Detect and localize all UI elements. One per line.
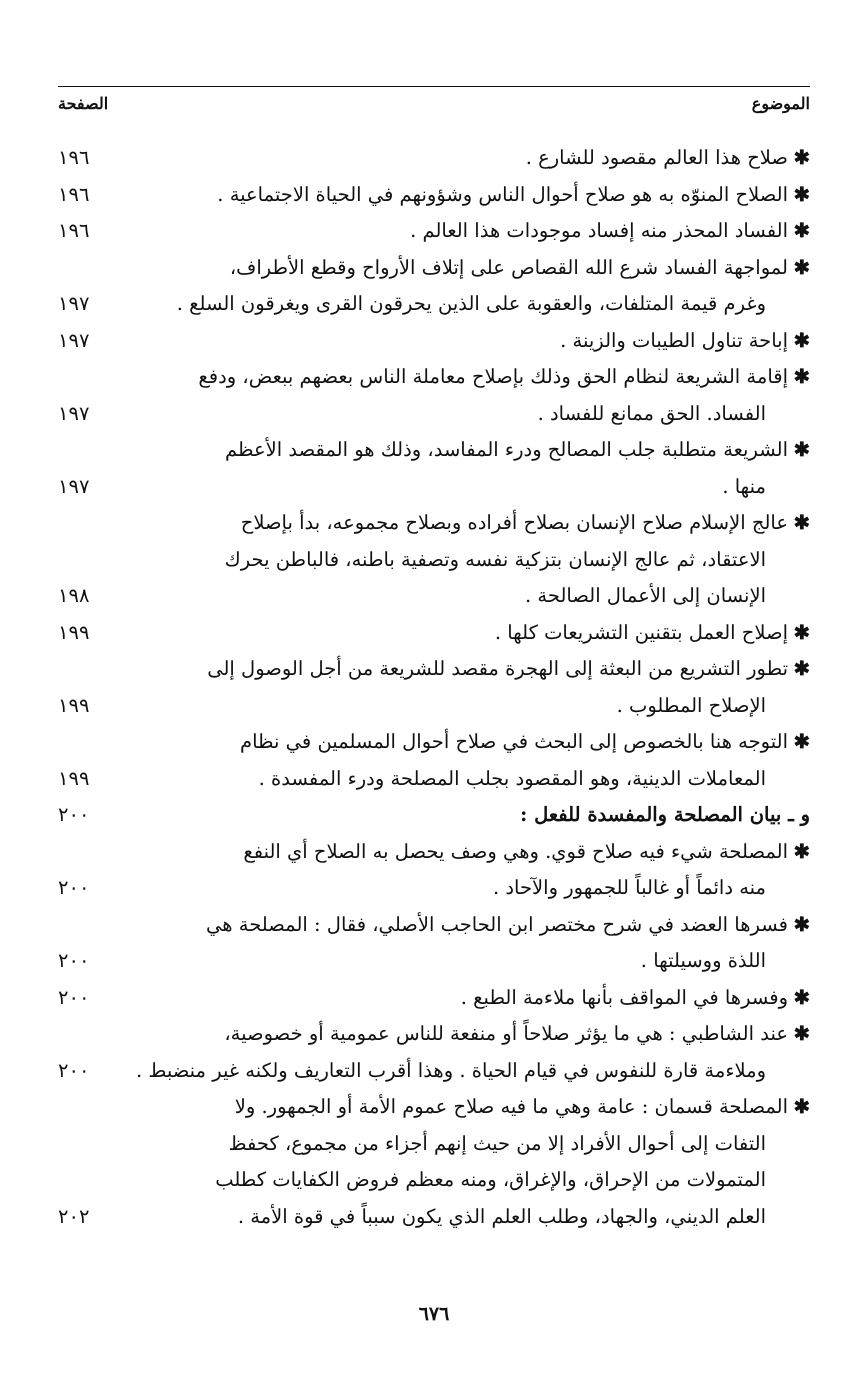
toc-entry-text: عند الشاطبي : هي ما يؤثر صلاحاً أو منفعة للناس عمومية أو خصوصية، — [224, 1022, 788, 1045]
asterisk-bullet-icon: ✱ — [793, 657, 810, 680]
toc-entry-page: ١٩٩ — [58, 693, 90, 717]
toc-entry-text: لمواجهة الفساد شرع الله القصاص على إتلاف الأرواح وقطع الأطراف، — [229, 255, 788, 279]
toc-entry-page: ٢٠٠ — [58, 949, 90, 972]
toc-entry-line — [0, 943, 868, 980]
toc-entry-page: ١٩٧ — [58, 328, 90, 352]
asterisk-bullet-icon: ✱ — [793, 146, 810, 169]
folio-page-number: ٦٧٦ — [418, 1303, 450, 1325]
toc-entry-line — [0, 177, 868, 214]
toc-entry-text: الشريعة متطلبة جلب المصالح ودرء المفاسد، وذلك هو المقصد الأعظم — [225, 438, 788, 461]
toc-entry — [0, 213, 868, 250]
toc-entry-page: ٢٠٠ — [58, 803, 90, 826]
toc-entry-text: إباحة تناول الطيبات والزينة . — [560, 328, 788, 352]
asterisk-bullet-icon: ✱ — [793, 912, 810, 936]
toc-entry-text: صلاح هذا العالم مقصود للشارع . — [525, 146, 788, 169]
asterisk-bullet-icon: ✱ — [793, 182, 810, 206]
toc-entry-line — [0, 688, 868, 725]
toc-entry-line — [0, 980, 868, 1017]
asterisk-bullet-icon: ✱ — [793, 438, 810, 461]
toc-entry — [0, 834, 868, 907]
toc-entry-page: ١٩٧ — [58, 292, 90, 315]
toc-entry-line — [0, 1016, 868, 1053]
toc-entry-text: الإصلاح المطلوب . — [616, 693, 766, 717]
toc-entry-text: العلم الديني، والجهاد، وطلب العلم الذي يكون سبباً في قوة الأمة . — [237, 1204, 766, 1228]
toc-header — [58, 94, 810, 122]
toc-entry — [0, 615, 868, 652]
topic-column-label: الموضوع — [751, 94, 810, 113]
toc-entry — [0, 432, 868, 505]
toc-entry-line — [0, 724, 868, 761]
toc-entry-text: عالج الإسلام صلاح الإنسان بصلاح أفراده وبصلاح مجموعه، بدأ بإصلاح — [240, 511, 788, 534]
toc-entry — [0, 250, 868, 323]
toc-entry-line — [0, 323, 868, 360]
toc-entry-text: وملاءمة قارة للنفوس في قيام الحياة . وهذا أقرب التعاريف ولكنه غير منضبط . — [135, 1058, 766, 1082]
toc-entry-page: ٢٠٠ — [58, 876, 90, 899]
toc-entry-line — [0, 1053, 868, 1090]
toc-entry-page: ١٩٩ — [58, 620, 90, 644]
toc-entry — [0, 505, 868, 615]
toc-entry-line — [0, 615, 868, 652]
toc-entry-line — [0, 870, 868, 907]
toc-entry — [0, 1089, 868, 1235]
toc-entry — [0, 907, 868, 980]
toc-entry-text: الإنسان إلى الأعمال الصالحة . — [525, 584, 766, 607]
toc-entry-line — [0, 505, 868, 542]
toc-entry-page: ٢٠٢ — [58, 1204, 90, 1228]
toc-entry-line — [0, 250, 868, 287]
toc-entry-text: المعاملات الدينية، وهو المقصود بجلب المصلحة ودرء المفسدة . — [258, 766, 766, 790]
toc-entry-text: و ـ بيان المصلحة والمفسدة للفعل : — [520, 803, 810, 826]
asterisk-bullet-icon: ✱ — [793, 730, 810, 753]
toc-entry-text: تطور التشريع من البعثة إلى الهجرة مقصد للشريعة من أجل الوصول إلى — [207, 657, 788, 680]
toc-entry-line — [0, 1162, 868, 1199]
toc-entry-line — [0, 578, 868, 615]
toc-entry-text: إقامة الشريعة لنظام الحق وذلك بإصلاح معاملة الناس بعضهم ببعض، ودفع — [198, 365, 788, 388]
toc-entry-text: الفساد المحذر منه إفساد موجودات هذا العالم . — [410, 219, 788, 242]
toc-entry-text: الفساد. الحق ممانع للفساد . — [537, 401, 766, 425]
toc-entry-line — [0, 1126, 868, 1163]
asterisk-bullet-icon: ✱ — [793, 1095, 810, 1118]
asterisk-bullet-icon: ✱ — [793, 219, 810, 242]
asterisk-bullet-icon: ✱ — [793, 328, 810, 352]
toc-entry — [0, 1016, 868, 1089]
toc-entry-page: ١٩٧ — [58, 401, 90, 425]
asterisk-bullet-icon: ✱ — [793, 255, 810, 279]
toc-entry-text: المصلحة قسمان : عامة وهي ما فيه صلاح عموم الأمة أو الجمهور. ولا — [234, 1095, 788, 1118]
toc-entry — [0, 651, 868, 724]
toc-entry-text: وغرم قيمة المتلفات، والعقوبة على الذين يحرقون القرى ويغرقون السلع . — [176, 292, 766, 315]
toc-entry-text: منها . — [722, 474, 766, 498]
toc-entry-line — [0, 1089, 868, 1126]
toc-entry — [0, 797, 868, 834]
toc-entry — [0, 980, 868, 1017]
toc-entry-text: إصلاح العمل بتقنين التشريعات كلها . — [494, 620, 788, 644]
toc-entry-text: منه دائماً أو غالباً للجمهور والآحاد . — [492, 876, 766, 899]
toc-entry-line — [0, 469, 868, 506]
toc-list — [0, 140, 868, 1235]
asterisk-bullet-icon: ✱ — [793, 365, 810, 388]
toc-entry-line — [0, 286, 868, 323]
toc-entry-page: ١٩٦ — [58, 219, 90, 242]
toc-entry-text: الصلاح المنوّه به هو صلاح أحوال الناس وشؤونهم في الحياة الاجتماعية . — [217, 182, 788, 206]
toc-entry-line — [0, 396, 868, 433]
toc-entry-text: فسرها العضد في شرح مختصر ابن الحاجب الأصلي، فقال : المصلحة هي — [206, 912, 788, 936]
asterisk-bullet-icon: ✱ — [793, 511, 810, 534]
asterisk-bullet-icon: ✱ — [793, 839, 810, 863]
toc-entry — [0, 140, 868, 177]
toc-entry-line — [0, 140, 868, 177]
toc-entry-text: التفات إلى أحوال الأفراد إلا من حيث إنهم أجزاء من مجموع، كحفظ — [228, 1131, 766, 1155]
toc-entry-line — [0, 213, 868, 250]
toc-entry-line — [0, 834, 868, 871]
toc-entry-page: ٢٠٠ — [58, 985, 90, 1009]
toc-entry-page: ٢٠٠ — [58, 1058, 90, 1082]
asterisk-bullet-icon: ✱ — [793, 985, 810, 1009]
toc-entry-page: ١٩٩ — [58, 766, 90, 790]
toc-entry-line — [0, 1199, 868, 1236]
toc-entry-line — [0, 432, 868, 469]
toc-entry-line — [0, 359, 868, 396]
toc-entry-text: وفسرها في المواقف بأنها ملاءمة الطبع . — [460, 985, 788, 1009]
toc-entry-line — [0, 761, 868, 798]
toc-entry-line — [0, 797, 868, 834]
page-column-label: الصفحة — [58, 94, 109, 113]
toc-entry — [0, 323, 868, 360]
asterisk-bullet-icon: ✱ — [793, 620, 810, 644]
toc-entry-line — [0, 651, 868, 688]
toc-entry-text: المصلحة شيء فيه صلاح قوي. وهي وصف يحصل به الصلاح أي النفع — [243, 839, 788, 863]
header-rule — [58, 86, 810, 87]
toc-entry-line — [0, 907, 868, 944]
toc-entry-text: الاعتقاد، ثم عالج الإنسان بتزكية نفسه وتصفية باطنه، فالباطن يحرك — [224, 547, 766, 571]
toc-entry — [0, 177, 868, 214]
toc-entry-page: ١٩٦ — [58, 182, 90, 206]
toc-entry-text: اللذة ووسيلتها . — [640, 949, 766, 972]
toc-entry-page: ١٩٧ — [58, 474, 90, 498]
toc-entry — [0, 359, 868, 432]
toc-entry-page: ١٩٨ — [58, 584, 90, 607]
toc-entry-text: التوجه هنا بالخصوص إلى البحث في صلاح أحوال المسلمين في نظام — [240, 730, 788, 753]
toc-entry — [0, 724, 868, 797]
toc-entry-text: المتمولات من الإحراق، والإغراق، ومنه معظم فروض الكفايات كطلب — [215, 1168, 766, 1191]
asterisk-bullet-icon: ✱ — [793, 1022, 810, 1045]
toc-entry-line — [0, 542, 868, 579]
toc-entry-page: ١٩٦ — [58, 146, 90, 169]
